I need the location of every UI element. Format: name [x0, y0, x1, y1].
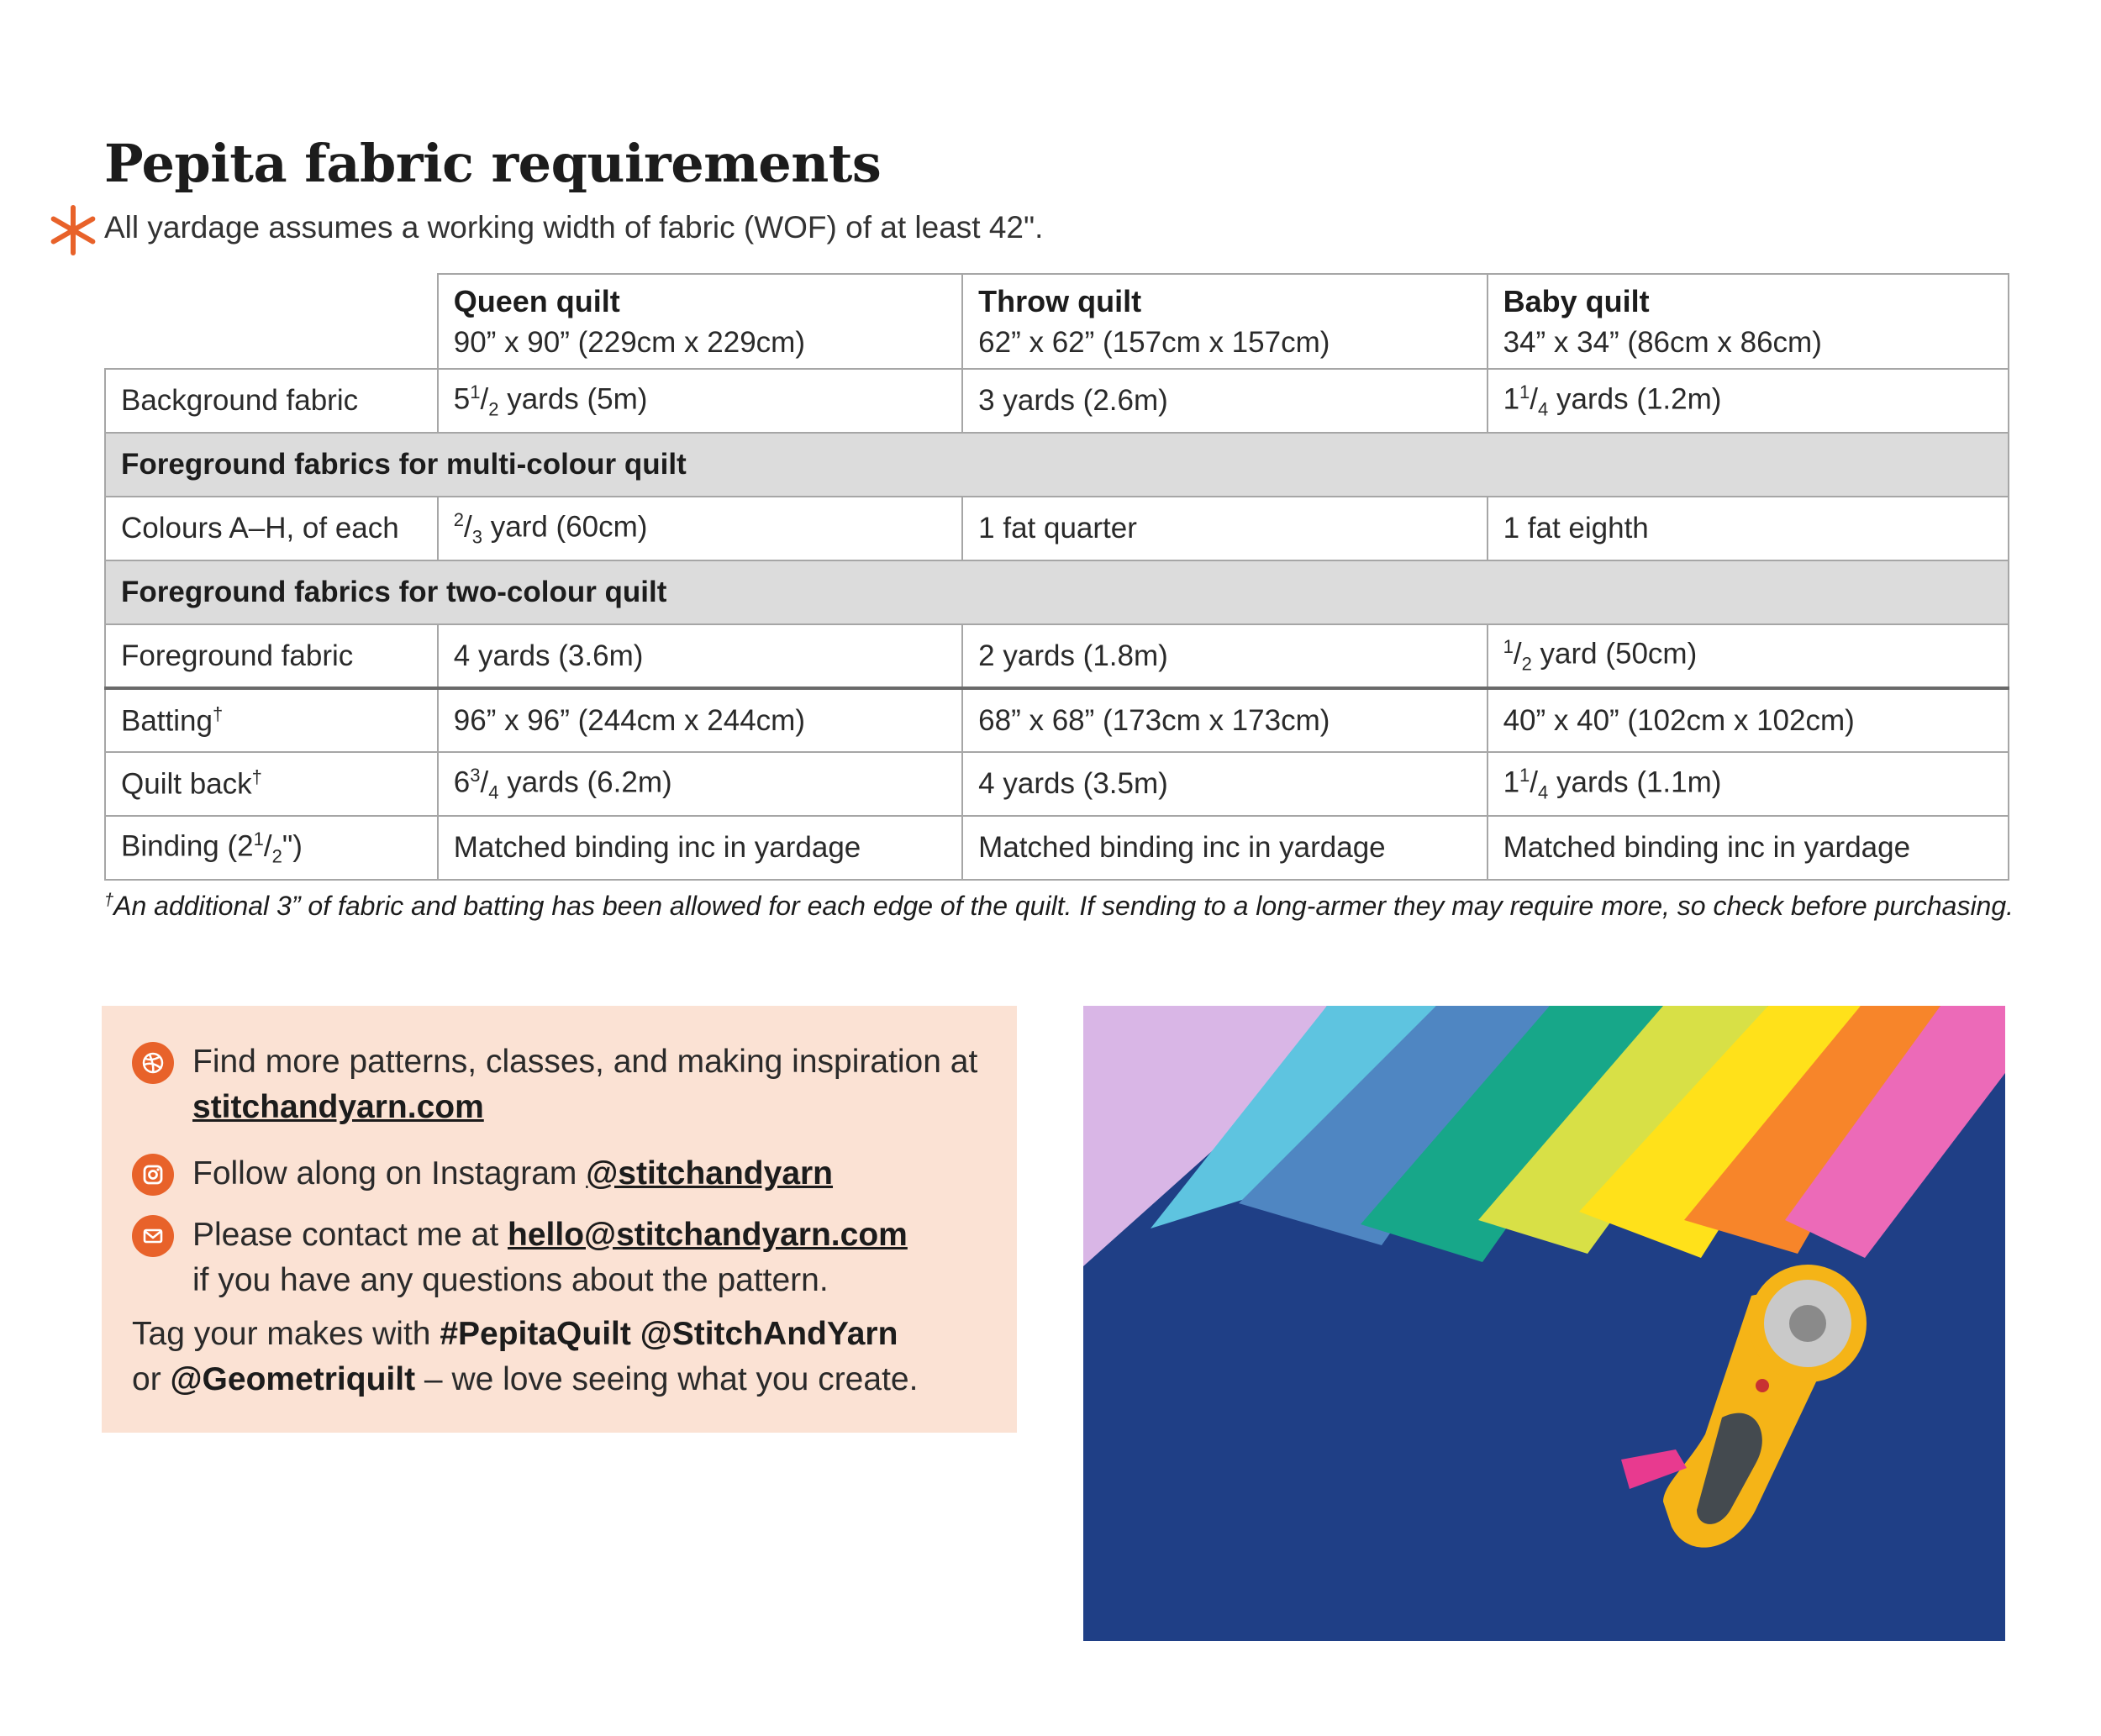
cell-baby: $1^1/_4$ yards (1.2m) — [1488, 369, 2009, 433]
website-lead: Find more patterns, classes, and making inspiration at — [192, 1044, 978, 1080]
table-header-row — [105, 274, 2009, 369]
column-queen — [438, 274, 962, 369]
frac-den: 4 — [488, 781, 499, 803]
cell-throw: 4 yards (3.5m) — [962, 752, 1487, 816]
instagram-icon — [132, 1154, 174, 1196]
email-trail: if you have any questions about the pattern. — [192, 1262, 829, 1298]
table-row-binding — [105, 816, 2009, 880]
frac-den: 2 — [488, 398, 499, 420]
instagram-row — [132, 1151, 833, 1197]
tag-lead: Tag your makes with — [132, 1316, 440, 1352]
frac-num: 1 — [1503, 636, 1514, 658]
footnote-text: An additional 3” of fabric and batting has been allowed for each edge of the quilt. If sending to a long-armer they may require more, so check before purchasing. — [113, 891, 2014, 921]
label-post: ") — [282, 829, 303, 863]
cell-baby: 1 fat eighth — [1488, 497, 2009, 560]
table-row-quilt-back — [105, 752, 2009, 816]
website-text — [192, 1039, 977, 1130]
email-icon — [132, 1215, 174, 1257]
email-lead: Please contact me at — [192, 1217, 508, 1253]
cutter-button — [1756, 1379, 1769, 1392]
instagram-link[interactable]: @stitchandyarn — [586, 1155, 834, 1192]
email-link[interactable]: hello@stitchandyarn.com — [508, 1217, 908, 1253]
whole: 1 — [1503, 382, 1520, 416]
dagger-mark: † — [104, 891, 114, 910]
frac-num: 3 — [470, 764, 481, 786]
rest: yards (1.2m) — [1548, 382, 1722, 416]
frac-num: 1 — [470, 381, 481, 402]
info-box — [102, 1006, 1017, 1433]
rest: yard (50cm) — [1531, 637, 1698, 671]
table-section-two — [105, 560, 2009, 624]
cell-queen: 96” x 96” (244cm x 244cm) — [438, 688, 962, 752]
whole: 1 — [1503, 765, 1520, 799]
row-label — [105, 688, 438, 752]
instagram-text — [192, 1151, 833, 1197]
hashtag-pepita: #PepitaQuilt @StitchAndYarn — [440, 1316, 898, 1352]
page-title: Pepita fabric requirements — [104, 133, 882, 194]
frac-den: 3 — [471, 526, 482, 548]
row-label: Foreground fabric — [105, 624, 438, 688]
column-throw — [962, 274, 1487, 369]
column-dims: 34” x 34” (86cm x 86cm) — [1503, 325, 1822, 359]
dagger-mark: † — [212, 702, 224, 724]
cell-baby: $^1/_2$ yard (50cm) — [1488, 624, 2009, 688]
cell-throw: 2 yards (1.8m) — [962, 624, 1487, 688]
handle-geometriquilt: @Geometriquilt — [170, 1361, 416, 1397]
column-title: Throw quilt — [978, 283, 1142, 318]
column-dims: 90” x 90” (229cm x 229cm) — [453, 325, 805, 359]
cell-baby: $1^1/_4$ yards (1.1m) — [1488, 752, 2009, 816]
rest: yard (60cm) — [482, 510, 648, 544]
table-row-background — [105, 369, 2009, 433]
column-title: Baby quilt — [1503, 283, 1650, 318]
cell-queen: $5^1/_2$ yards (5m) — [438, 369, 962, 433]
cell-queen: $6^3/_4$ yards (6.2m) — [438, 752, 962, 816]
email-text — [192, 1213, 908, 1303]
label-text: Quilt back — [121, 767, 252, 801]
cell-throw: 3 yards (2.6m) — [962, 369, 1487, 433]
row-label: Background fabric — [105, 369, 438, 433]
table-row-colours — [105, 497, 2009, 560]
column-baby — [1488, 274, 2009, 369]
row-label: Colours A–H, of each — [105, 497, 438, 560]
cell-throw: Matched binding inc in yardage — [962, 816, 1487, 880]
rest: yards (1.1m) — [1548, 765, 1722, 799]
label-text: Batting — [121, 704, 213, 738]
whole: 5 — [453, 382, 471, 416]
whole: 6 — [453, 765, 471, 799]
fabric-requirements-table — [104, 273, 2009, 881]
cell-throw: 68” x 68” (173cm x 173cm) — [962, 688, 1487, 752]
frac-num: 2 — [453, 508, 465, 530]
section-heading: Foreground fabrics for multi-colour quilt — [105, 433, 2009, 497]
globe-icon — [132, 1042, 174, 1084]
rest: yards (5m) — [498, 382, 648, 416]
instagram-lead: Follow along on Instagram — [192, 1155, 587, 1192]
table-row-batting — [105, 688, 2009, 752]
frac-den: 2 — [1521, 653, 1532, 675]
row-label: Binding $(2^1/_2")$ — [105, 816, 438, 880]
cell-queen: Matched binding inc in yardage — [438, 816, 962, 880]
row-label — [105, 752, 438, 816]
cell-baby: Matched binding inc in yardage — [1488, 816, 2009, 880]
cell-queen: 4 yards (3.6m) — [438, 624, 962, 688]
column-dims: 62” x 62” (157cm x 157cm) — [978, 325, 1330, 359]
frac-num: 1 — [1519, 381, 1530, 402]
frac-den: 2 — [271, 845, 282, 867]
rest: yards (6.2m) — [498, 765, 672, 799]
table-corner-cell — [105, 274, 438, 369]
table-row-foreground — [105, 624, 2009, 688]
column-title: Queen quilt — [453, 283, 620, 318]
wof-note: All yardage assumes a working width of fabric (WOF) of at least 42". — [104, 210, 1044, 245]
frac-den: 4 — [1538, 781, 1549, 803]
fabric-photo — [1083, 1006, 2005, 1641]
email-row — [132, 1213, 908, 1303]
section-heading: Foreground fabrics for two-colour quilt — [105, 560, 2009, 624]
cell-baby: 40” x 40” (102cm x 102cm) — [1488, 688, 2009, 752]
website-row — [132, 1039, 977, 1130]
cell-queen: $^2/_3$ yard (60cm) — [438, 497, 962, 560]
cell-throw: 1 fat quarter — [962, 497, 1487, 560]
label-pre: Binding (2 — [121, 829, 254, 863]
frac-den: 4 — [1538, 398, 1549, 420]
table-footnote — [104, 891, 2014, 922]
frac-num: 1 — [253, 828, 264, 850]
table-section-multi — [105, 433, 2009, 497]
frac-num: 1 — [1519, 764, 1530, 786]
asterisk-icon — [47, 204, 99, 256]
tag-trail: – we love seeing what you create. — [415, 1361, 919, 1397]
dagger-mark: † — [251, 766, 262, 788]
tag-text — [132, 1312, 918, 1402]
cutter-hub — [1789, 1305, 1826, 1342]
tag-or: or — [132, 1361, 171, 1397]
website-link[interactable]: stitchandyarn.com — [192, 1089, 484, 1125]
